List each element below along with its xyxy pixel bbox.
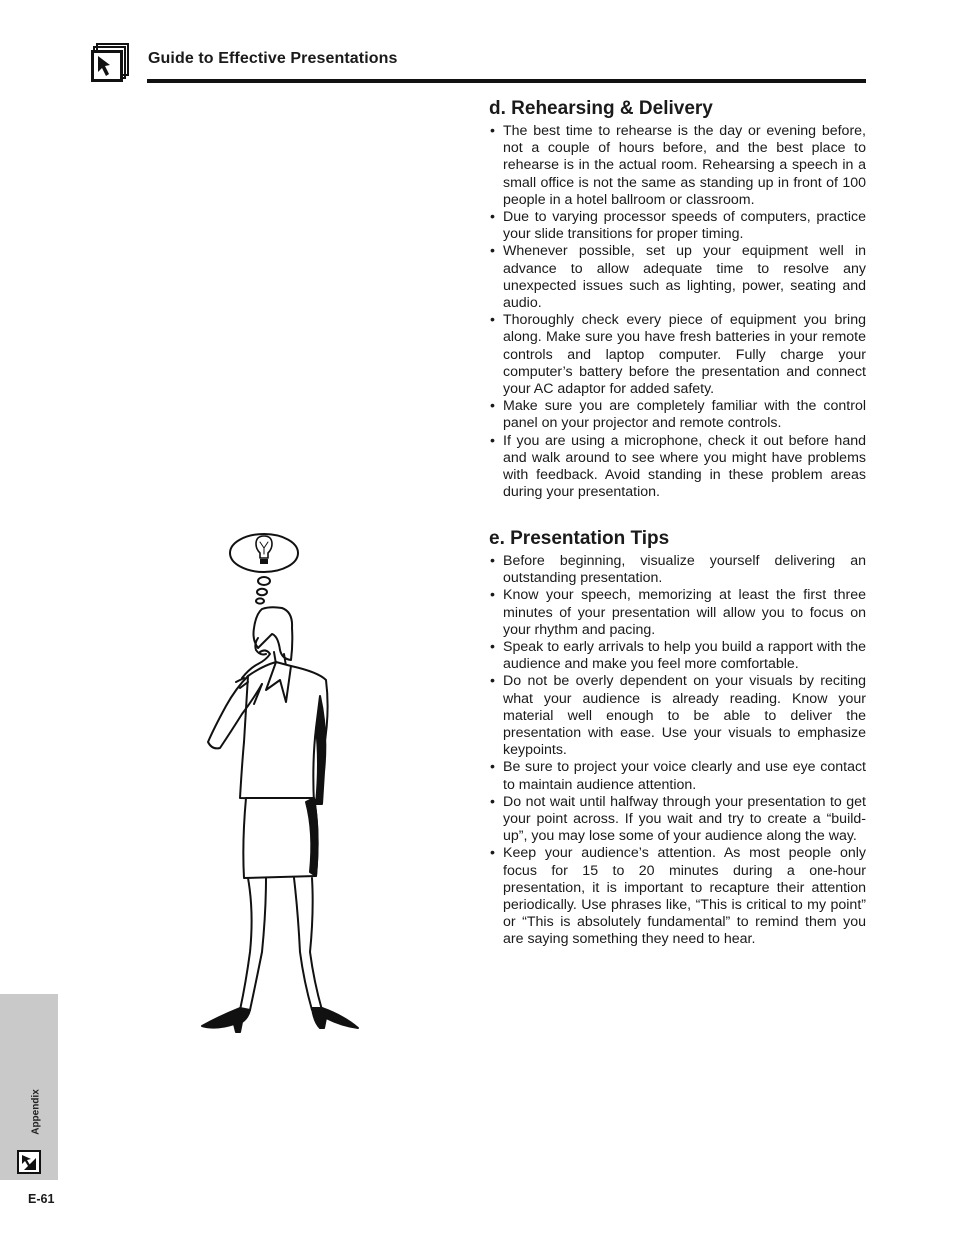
list-item: • Thoroughly check every piece of equipment you bring along. Make sure you have fresh batteries in your remote controls and laptop computer. Fully charge your computer’s battery before the presentation and connect your AC adaptor for added safety. xyxy=(489,312,866,398)
pointer-arrow-icon xyxy=(17,1150,41,1174)
header-divider xyxy=(147,79,866,83)
bullet-list xyxy=(489,123,866,501)
section-title: e. Presentation Tips xyxy=(489,528,670,549)
bullet-list xyxy=(489,553,866,949)
list-item: • If you are using a microphone, check it out before hand and walk around to see where you might have problems with feedback. Avoid standing in these problem areas during your presentation. xyxy=(489,433,866,502)
pointer-arrow-icon xyxy=(90,43,130,83)
page-header-title: Guide to Effective Presentations xyxy=(148,50,398,67)
side-tab-label: Appendix xyxy=(30,1089,42,1135)
list-item: • The best time to rehearse is the day or evening before, not a couple of hours before, and the best place to rehearse is in the actual room. Rehearsing a speech in a small office is not the same as standing up in front of 100 people in a hotel ballroom or classroom. xyxy=(489,123,866,209)
list-item: • Due to varying processor speeds of computers, practice your slide transitions for proper timing. xyxy=(489,209,866,243)
section-title: d. Rehearsing & Delivery xyxy=(489,98,713,119)
list-item: • Be sure to project your voice clearly and use eye contact to maintain audience attention. xyxy=(489,759,866,793)
list-item: • Speak to early arrivals to help you build a rapport with the audience and make you feel more comfortable. xyxy=(489,639,866,673)
list-item: • Do not wait until halfway through your presentation to get your point across. If you wait and try to create a “build-up”, you may lose some of your audience along the way. xyxy=(489,794,866,846)
list-item: • Do not be overly dependent on your visuals by reciting what your audience is already reading. Know your material well enough to be able to deliver the presentation with ease. Use your visuals to emphasize keypoints. xyxy=(489,673,866,759)
list-item: • Know your speech, memorizing at least the first three minutes of your presentation will allow you to focus on your rhythm and pacing. xyxy=(489,587,866,639)
list-item: • Before beginning, visualize yourself delivering an outstanding presentation. xyxy=(489,553,866,587)
list-item: • Whenever possible, set up your equipment well in advance to allow adequate time to resolve any unexpected issues such as lighting, power, seating and audio. xyxy=(489,243,866,312)
list-item: • Make sure you are completely familiar with the control panel on your projector and remote controls. xyxy=(489,398,866,432)
section-rehearsing-delivery xyxy=(489,97,866,501)
list-item: • Keep your audience’s attention. As most people only focus for 15 to 20 minutes during a one-hour presentation, it is important to recapture their attention periodically. Use phrases like, “This is critical to my point” or “This is absolutely fundamental” to remind them you are saying something they need to hear. xyxy=(489,845,866,948)
page-number: E-61 xyxy=(28,1192,55,1206)
woman-thinking-lightbulb-icon xyxy=(196,532,362,1034)
section-presentation-tips xyxy=(489,527,866,949)
